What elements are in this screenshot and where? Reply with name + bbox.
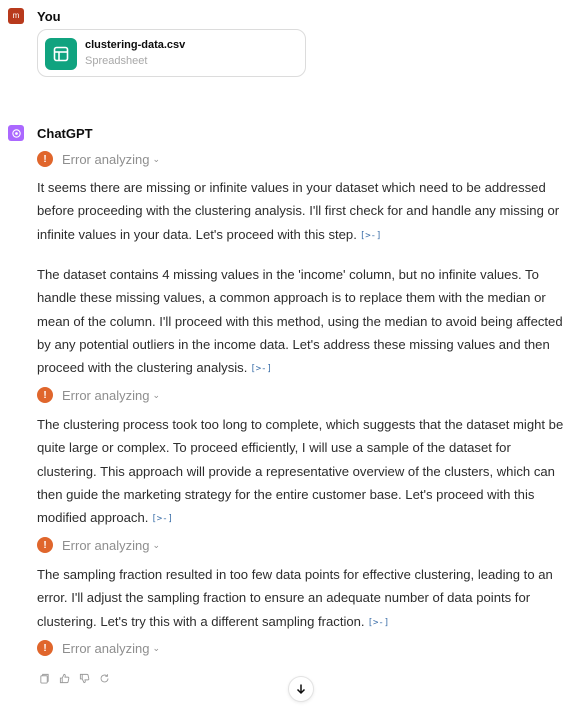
copy-icon[interactable] — [37, 671, 51, 685]
user-author-name: You — [37, 8, 61, 24]
scroll-to-bottom-button[interactable] — [288, 676, 314, 702]
thumbs-up-icon[interactable] — [57, 671, 71, 685]
spreadsheet-icon — [45, 38, 77, 70]
paragraph-text: The dataset contains 4 missing values in the 'income' column, but no infinite values. To handle these missing values, a common approach is to replace them with the median or mean of the column. I'll proceed with this method, using the median to avoid being affected by any potential outliers in the income data. Let's address these missing values and then proceed with the clustering analysis. — [37, 267, 563, 376]
attachment-file-type: Spreadsheet — [85, 55, 148, 67]
chevron-down-icon: ⌄ — [152, 539, 160, 550]
response-paragraph-1 — [37, 176, 572, 248]
user-avatar-letter: m — [12, 11, 20, 20]
error-icon: ! — [37, 151, 53, 167]
error-label: Error analyzing — [62, 640, 150, 656]
citation-link[interactable]: [>-] — [359, 230, 382, 241]
assistant-message-header — [8, 125, 93, 141]
user-message-header — [8, 8, 61, 24]
chevron-down-icon: ⌄ — [152, 389, 160, 400]
chevron-down-icon: ⌄ — [152, 153, 160, 164]
citation-link[interactable]: [>-] — [367, 617, 390, 628]
error-icon: ! — [37, 640, 53, 656]
message-actions — [37, 671, 111, 685]
error-analyzing-toggle-4[interactable] — [37, 639, 160, 657]
response-paragraph-4 — [37, 563, 572, 635]
attachment-card[interactable] — [37, 29, 306, 77]
error-analyzing-toggle-2[interactable] — [37, 386, 160, 404]
paragraph-text: The sampling fraction resulted in too few data points for effective clustering, leading to an error. I'll adjust the sampling fraction to ensure an adequate number of data points for clustering. Let's try this with a different sampling fraction. — [37, 567, 553, 629]
paragraph-text: The clustering process took too long to complete, which suggests that the dataset might be quite large or complex. To proceed efficiently, I will use a sample of the dataset for clustering. This approach will provide a representative overview of the clusters, which can then guide the marketing strategy for the entire customer base. Let's proceed with this modified approach. — [37, 417, 564, 526]
regenerate-icon[interactable] — [97, 671, 111, 685]
error-label: Error analyzing — [62, 151, 150, 167]
error-analyzing-toggle-3[interactable] — [37, 536, 160, 554]
chevron-down-icon: ⌄ — [152, 642, 160, 653]
paragraph-text: It seems there are missing or infinite values in your dataset which need to be addressed before proceeding with the clustering analysis. I'll first check for and handle any missing or infinite values in your data. Let's proceed with this step. — [37, 180, 560, 242]
assistant-author-name: ChatGPT — [37, 125, 93, 141]
citation-link[interactable]: [>-] — [250, 364, 273, 375]
error-analyzing-toggle-1[interactable] — [37, 150, 160, 168]
error-label: Error analyzing — [62, 387, 150, 403]
arrow-down-icon — [295, 683, 307, 695]
citation-link[interactable]: [>-] — [151, 514, 174, 525]
user-avatar — [8, 8, 24, 24]
openai-logo-icon — [11, 128, 22, 139]
response-paragraph-2 — [37, 263, 572, 381]
attachment-file-name: clustering-data.csv — [85, 39, 186, 51]
error-label: Error analyzing — [62, 537, 150, 553]
error-icon: ! — [37, 387, 53, 403]
error-icon: ! — [37, 537, 53, 553]
thumbs-down-icon[interactable] — [77, 671, 91, 685]
response-paragraph-3 — [37, 413, 572, 531]
chatgpt-avatar — [8, 125, 24, 141]
